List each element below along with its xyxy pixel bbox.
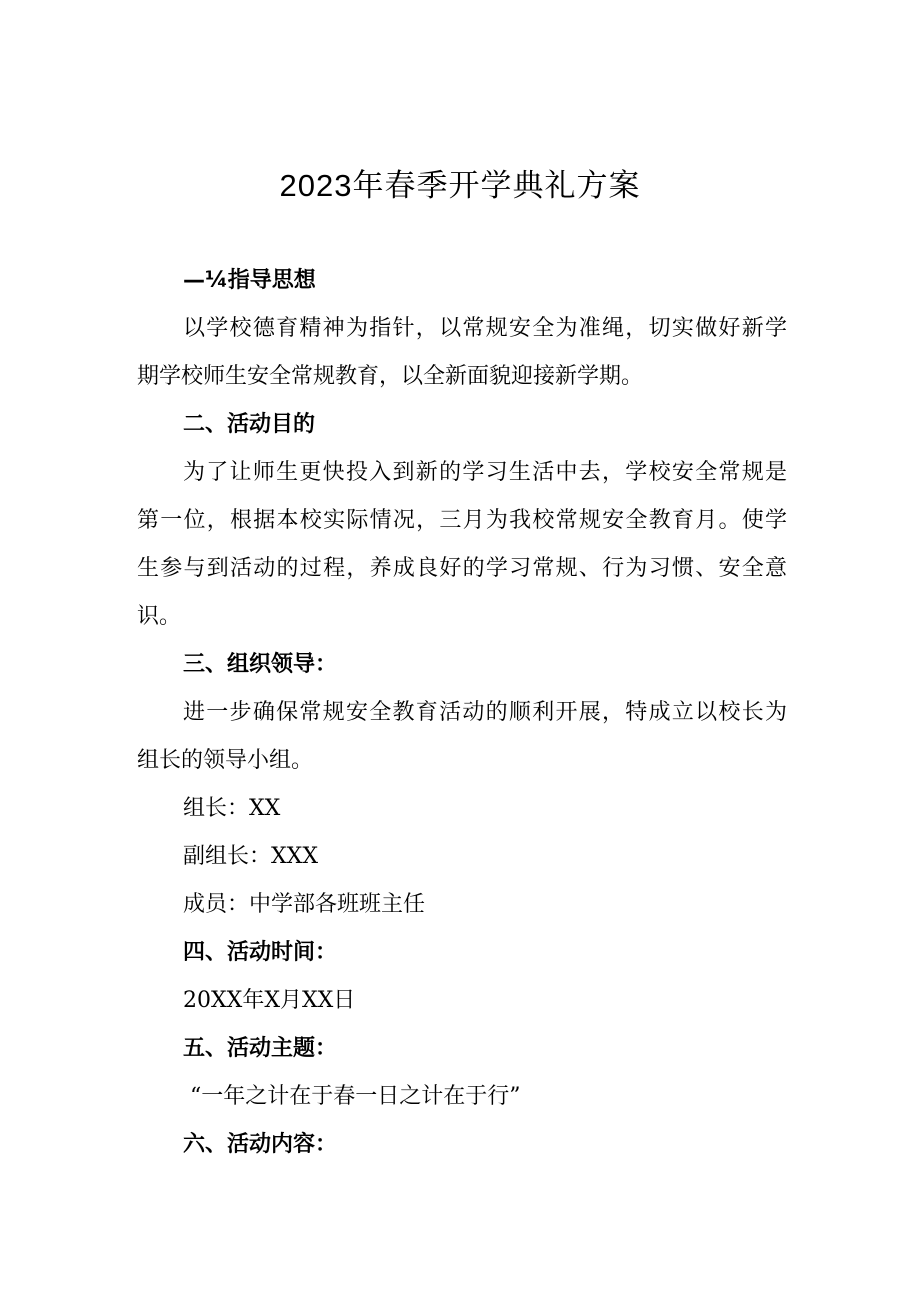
paragraph-line: 以学校德育精神为指针，以常规安全为准绳，切实做好新学 xyxy=(183,316,787,341)
section-heading-activity-time: 四、活动时间： xyxy=(183,940,338,965)
members-line: 成员：中学部各班班主任 xyxy=(183,892,426,917)
paragraph-line: 为了让师生更快投入到新的学习生活中去，学校安全常规是 xyxy=(183,460,787,485)
activity-theme: “一年之计在于春一日之计在于行” xyxy=(190,1084,521,1109)
deputy-leader-line: 副组长：XXX xyxy=(183,844,318,869)
activity-date: 20XX年X月XX日 xyxy=(183,988,356,1013)
paragraph-line: 第一位，根据本校实际情况，三月为我校常规安全教育月。使学 xyxy=(137,508,787,533)
paragraph-line: 进一步确保常规安全教育活动的顺利开展，特成立以校长为 xyxy=(183,700,787,725)
paragraph-line: 识。 xyxy=(137,604,182,629)
section-heading-guiding-ideology: —¼指导思想 xyxy=(183,268,316,293)
section-heading-organization: 三、组织领导： xyxy=(183,652,338,677)
section-heading-activity-theme: 五、活动主题： xyxy=(183,1036,338,1061)
section-heading-activity-content: 六、活动内容： xyxy=(183,1132,338,1157)
document-title: 2023年春季开学典礼方案 xyxy=(279,168,641,203)
paragraph-line: 生参与到活动的过程，养成良好的学习常规、行为习惯、安全意 xyxy=(137,556,787,581)
team-leader-line: 组长：XX xyxy=(183,796,281,821)
paragraph-line: 组长的领导小组。 xyxy=(137,748,314,773)
paragraph-line: 期学校师生安全常规教育，以全新面貌迎接新学期。 xyxy=(137,364,644,389)
section-heading-activity-purpose: 二、活动目的 xyxy=(183,412,316,437)
